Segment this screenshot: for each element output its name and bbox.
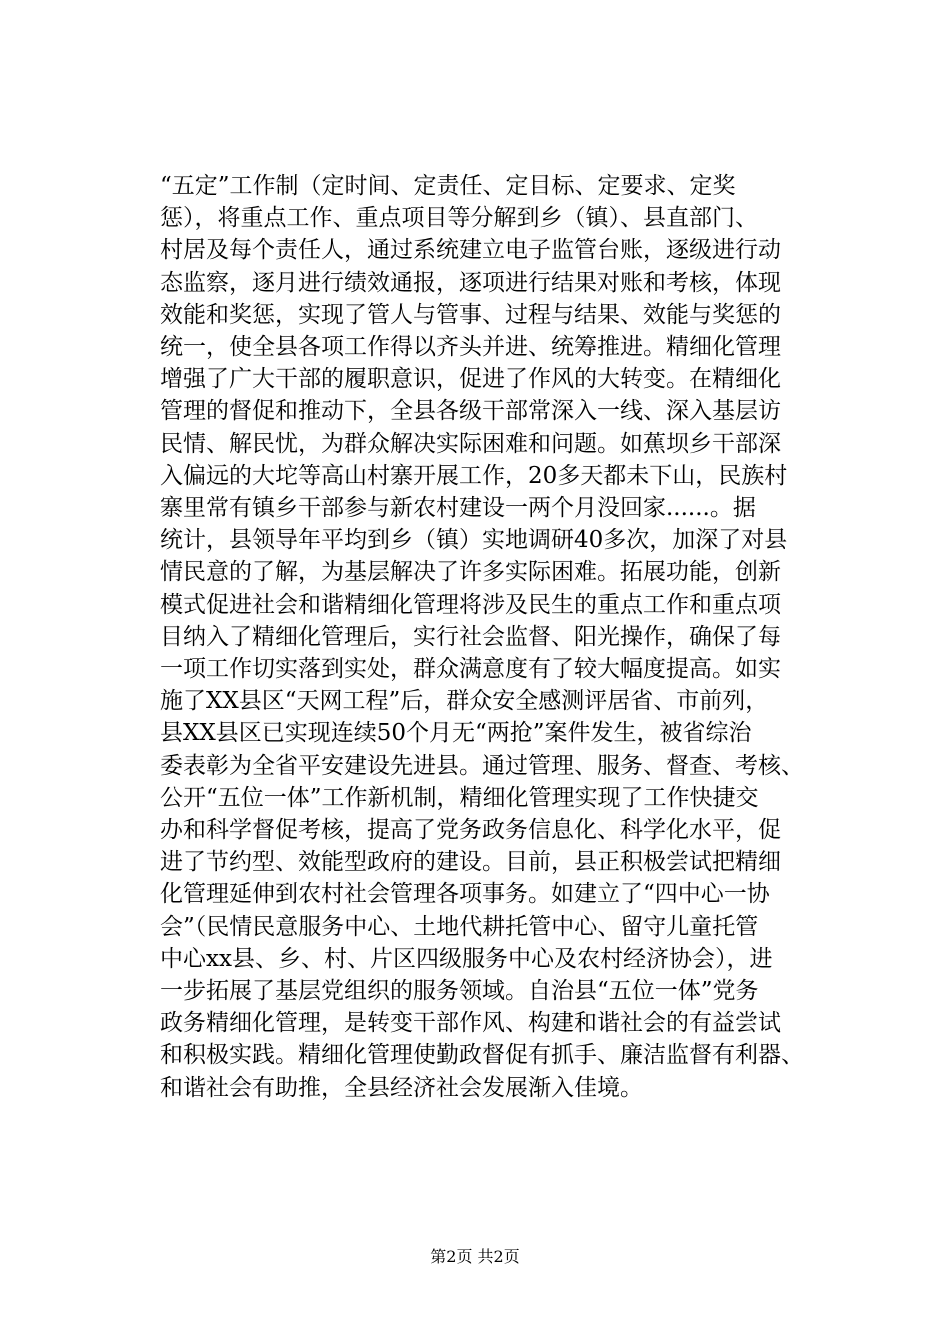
text-line: 县XX县区已实现连续50个月无“两抢”案件发生，被省综治 bbox=[160, 720, 752, 747]
body-paragraph bbox=[160, 170, 840, 1104]
text-line: 目纳入了精细化管理后，实行社会监督、阳光操作，确保了每 bbox=[160, 623, 781, 650]
text-line: 会”（民情民意服务中心、土地代耕托管中心、留守儿童托管 bbox=[160, 913, 759, 940]
text-line: 公开“五位一体”工作新机制，精细化管理实现了工作快捷交 bbox=[160, 784, 759, 811]
text-line: 寨里常有镇乡干部参与新农村建设一两个月没回家......。据 bbox=[160, 495, 756, 522]
text-line: 一步拓展了基层党组织的服务领域。自治县“五位一体”党务 bbox=[160, 978, 759, 1005]
text-line: 态监察，逐月进行绩效通报，逐项进行结果对账和考核，体现 bbox=[160, 269, 781, 296]
text-line: 增强了广大干部的履职意识，促进了作风的大转变。在精细化 bbox=[160, 366, 781, 393]
text-line: 中心xx县、乡、村、片区四级服务中心及农村经济协会），进 bbox=[160, 945, 773, 972]
text-line: 管理的督促和推动下，全县各级干部常深入一线、深入基层访 bbox=[160, 398, 781, 425]
text-line: 办和科学督促考核，提高了党务政务信息化、科学化水平，促 bbox=[160, 817, 781, 844]
text-line: 和积极实践。精细化管理使勤政督促有抓手、廉洁监督有利器、 bbox=[160, 1042, 804, 1069]
text-line: 情民意的了解，为基层解决了许多实际困难。拓展功能，创新 bbox=[160, 559, 781, 586]
text-line: 统计，县领导年平均到乡（镇）实地调研40多次，加深了对县 bbox=[160, 527, 788, 554]
text-line: 和谐社会有助推，全县经济社会发展渐入佳境。 bbox=[160, 1074, 643, 1101]
text-line: 民情、解民忧，为群众解决实际困难和问题。如蕉坝乡干部深 bbox=[160, 430, 781, 457]
text-line: 村居及每个责任人，通过系统建立电子监管台账，逐级进行动 bbox=[160, 237, 781, 264]
text-line: 入偏远的大坨等高山村寨开展工作，20多天都未下山，民族村 bbox=[160, 462, 788, 489]
page-footer: 第2页 共2页 bbox=[430, 1247, 520, 1266]
text-line: 施了XX县区“天网工程”后，群众安全感测评居省、市前列， bbox=[160, 688, 769, 715]
text-line: 化管理延伸到农村社会管理各项事务。如建立了“四中心一协 bbox=[160, 881, 770, 908]
text-line: 委表彰为全省平安建设先进县。通过管理、服务、督查、考核、 bbox=[160, 752, 804, 779]
text-line: 政务精细化管理，是转变干部作风、构建和谐社会的有益尝试 bbox=[160, 1010, 781, 1037]
text-line: 惩），将重点工作、重点项目等分解到乡（镇）、县直部门、 bbox=[160, 205, 758, 232]
text-line: “五定”工作制（定时间、定责任、定目标、定要求、定奖 bbox=[160, 173, 736, 199]
text-line: 进了节约型、效能型政府的建设。目前，县正积极尝试把精细 bbox=[160, 849, 781, 876]
text-line: 统一，使全县各项工作得以齐头并进、统筹推进。精细化管理 bbox=[160, 334, 781, 361]
text-line: 效能和奖惩，实现了管人与管事、过程与结果、效能与奖惩的 bbox=[160, 301, 781, 328]
text-line: 一项工作切实落到实处，群众满意度有了较大幅度提高。如实 bbox=[160, 656, 781, 683]
text-line: 模式促进社会和谐精细化管理将涉及民生的重点工作和重点项 bbox=[160, 591, 781, 618]
